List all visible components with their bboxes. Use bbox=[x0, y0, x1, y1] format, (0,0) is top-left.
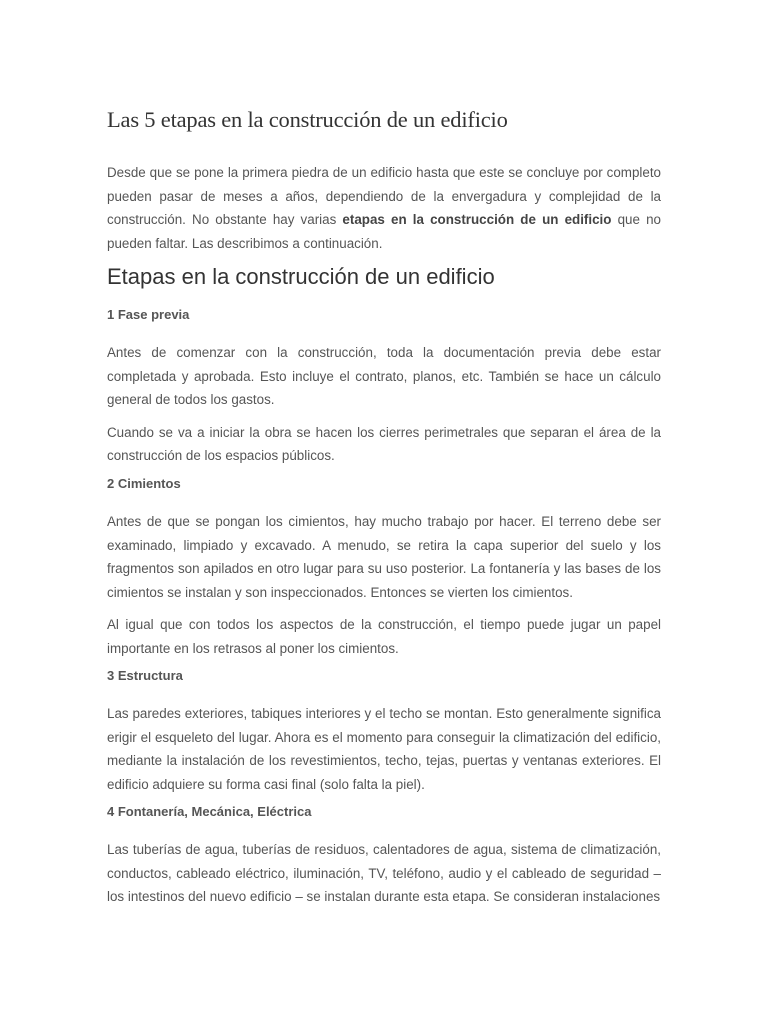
stage-title: 1 Fase previa bbox=[107, 307, 190, 322]
stage-paragraph: Antes de que se pongan los cimientos, hay mucho trabajo por hacer. El terreno debe ser examinado, limpiado y excavado. A menudo, se retira la capa superior del suelo y los fragmentos son apilados en otro lugar para su uso posterior. La fontanería y las bases de los cimientos se instalan y son inspeccionados. Entonces se vierten los cimientos. bbox=[107, 514, 661, 600]
document-title: Las 5 etapas en la construcción de un edificio bbox=[107, 107, 508, 132]
stage-title: 2 Cimientos bbox=[107, 476, 181, 491]
stage-paragraph: Las paredes exteriores, tabiques interiores y el techo se montan. Esto generalmente significa erigir el esqueleto del lugar. Ahora es el momento para conseguir la climatización del edificio, mediante la instalación de los revestimientos, techo, tejas, puertas y ventanas exteriores. El edificio adquiere su forma casi final (solo falta la piel). bbox=[107, 706, 661, 792]
stage-estructura bbox=[107, 666, 661, 796]
stage-cimientos bbox=[107, 474, 661, 660]
stage-title: 4 Fontanería, Mecánica, Eléctrica bbox=[107, 804, 312, 819]
stage-paragraph: Al igual que con todos los aspectos de la construcción, el tiempo puede jugar un papel importante en los retrasos al poner los cimientos. bbox=[107, 617, 661, 656]
stage-paragraph: Cuando se va a iniciar la obra se hacen los cierres perimetrales que separan el área de la construcción de los espacios públicos. bbox=[107, 424, 661, 463]
intro-text-after: que no pueden faltar. Las describimos a continuación. bbox=[107, 212, 661, 251]
stage-fontaneria-mecanica-electrica bbox=[107, 802, 661, 909]
stage-paragraph: Antes de comenzar con la construcción, toda la documentación previa debe estar completada y aprobada. Esto incluye el contrato, planos, etc. También se hace un cálculo general de todos los gastos. bbox=[107, 345, 661, 407]
intro-paragraph bbox=[107, 161, 661, 255]
section-heading: Etapas en la construcción de un edificio bbox=[107, 264, 495, 289]
stage-fase-previa bbox=[107, 305, 661, 468]
intro-text-before: Desde que se pone la primera piedra de un edificio hasta que este se concluye por completo pueden pasar de meses a años, dependiendo de la envergadura y complejidad de la construcción. No obstante hay varias bbox=[107, 165, 661, 227]
stage-title: 3 Estructura bbox=[107, 668, 183, 683]
intro-bold-phrase: etapas en la construcción de un edificio bbox=[342, 212, 612, 227]
stage-paragraph: Las tuberías de agua, tuberías de residuos, calentadores de agua, sistema de climatización, conductos, cableado eléctrico, iluminación, TV, teléfono, audio y el cableado de seguridad – los intestinos del nuevo edificio – se instalan durante esta etapa. Se consideran instalaciones bbox=[107, 842, 661, 904]
